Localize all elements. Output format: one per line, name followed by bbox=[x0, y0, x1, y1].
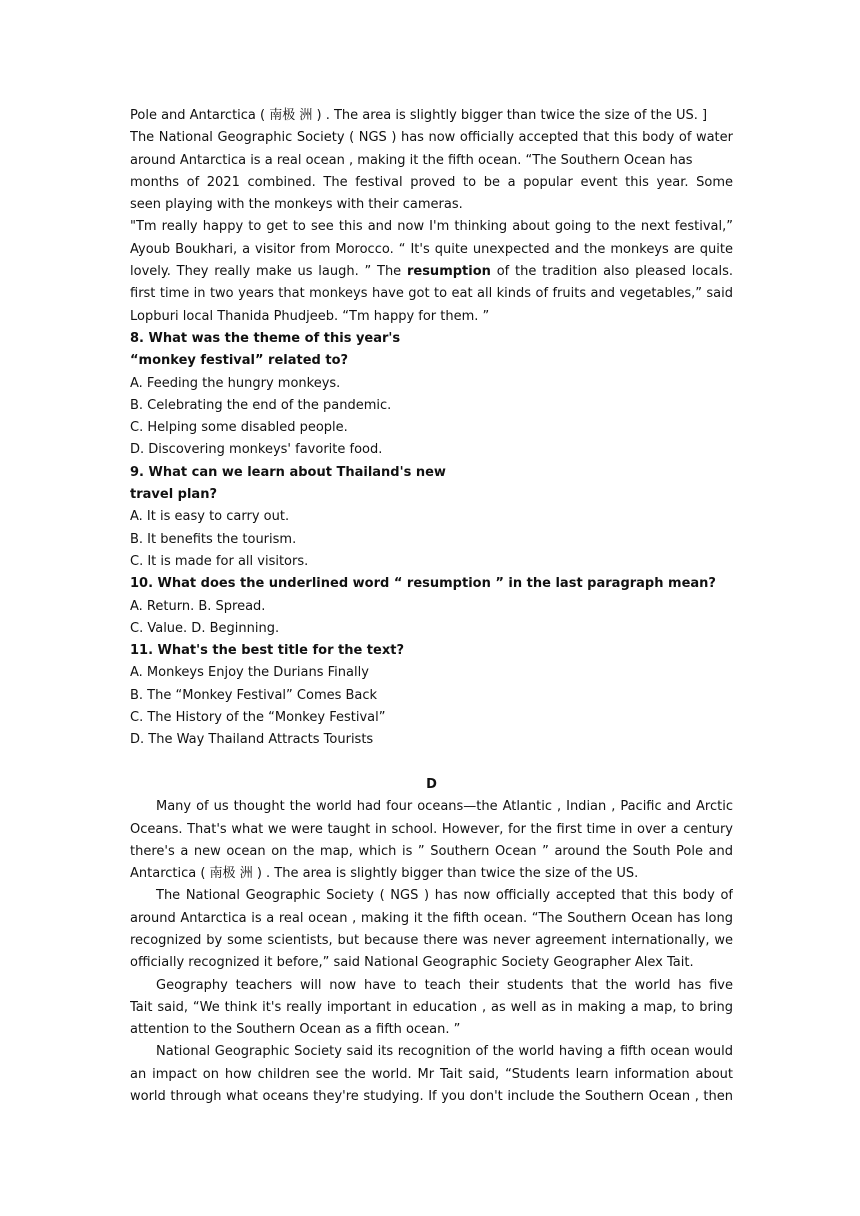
option-d: D. Discovering monkeys' favorite food. bbox=[130, 442, 383, 458]
option-c: C. The History of the “Monkey Festival” bbox=[130, 710, 386, 726]
paragraph-line: there's a new ocean on the map, which is ” Southern Ocean ” around the South Pole and bbox=[130, 843, 733, 859]
options-ab: A. Return. B. Spread. bbox=[130, 598, 266, 614]
paragraph-line: recognized by some scientists, but because there was never agreement internationally, we bbox=[130, 932, 733, 948]
text-line: Lopburi local Thanida Phudjeeb. “Tm happy for them. ” bbox=[130, 308, 490, 324]
paragraph-line: National Geographic Society said its recognition of the world having a fifth ocean would bbox=[156, 1044, 733, 1060]
option-a: A. It is easy to carry out. bbox=[130, 509, 290, 525]
paragraph-line: Antarctica ( 南极 洲 ) . The area is slightly bigger than twice the size of the US. bbox=[130, 866, 639, 882]
question-9: 9. What can we learn about Thailand's new bbox=[130, 464, 446, 480]
paragraph-line: attention to the Southern Ocean as a fifth ocean. ” bbox=[130, 1022, 461, 1038]
paragraph-line: Tait said, “We think it's really important in education , as well as in making a map, to bring bbox=[130, 999, 733, 1015]
text-line: around Antarctica is a real ocean , making it the fifth ocean. “The Southern Ocean has bbox=[130, 152, 693, 168]
bold-word: resumption bbox=[406, 264, 491, 280]
text-line: "Tm really happy to get to see this and now I'm thinking about going to the next festival,” bbox=[130, 219, 733, 235]
text-line: The National Geographic Society ( NGS ) has now officially accepted that this body of water bbox=[130, 130, 733, 146]
text-line: Ayoub Boukhari, a visitor from Morocco. “ It's quite unexpected and the monkeys are quite bbox=[130, 241, 733, 257]
paragraph-line: around Antarctica is a real ocean , making it the fifth ocean. “The Southern Ocean has long bbox=[130, 910, 733, 926]
page-content bbox=[130, 105, 733, 1108]
text-run: lovely. They really make us laugh. ” The bbox=[130, 264, 407, 280]
paragraph-line: Many of us thought the world had four oceans—the Atlantic , Indian , Pacific and Arctic bbox=[156, 799, 733, 815]
options-cd: C. Value. D. Beginning. bbox=[130, 620, 280, 636]
text-run: of the tradition also pleased locals. bbox=[496, 264, 733, 280]
text-line: Pole and Antarctica ( 南极 洲 ) . The area is slightly bigger than twice the size of the US. ] bbox=[130, 108, 708, 123]
section-heading: D bbox=[426, 776, 437, 792]
paragraph-line: an impact on how children see the world. Mr Tait said, “Students learn information about bbox=[130, 1066, 733, 1082]
question-8: 8. What was the theme of this year's bbox=[130, 330, 401, 346]
option-a: A. Feeding the hungry monkeys. bbox=[130, 375, 341, 391]
option-b: B. It benefits the tourism. bbox=[130, 531, 297, 547]
option-a: A. Monkeys Enjoy the Durians Finally bbox=[130, 665, 369, 681]
paragraph-line: world through what oceans they're studying. If you don't include the Southern Ocean , then bbox=[130, 1089, 733, 1105]
text-line: seen playing with the monkeys with their cameras. bbox=[130, 197, 463, 213]
option-c: C. Helping some disabled people. bbox=[130, 420, 348, 436]
question-9-continued: travel plan? bbox=[130, 487, 218, 503]
paragraph-line: The National Geographic Society ( NGS ) has now officially accepted that this body of bbox=[156, 888, 733, 904]
text-line: first time in two years that monkeys have got to eat all kinds of fruits and vegetables,” said bbox=[130, 286, 733, 302]
spacer bbox=[130, 752, 733, 774]
text-line: months of 2021 combined. The festival proved to be a popular event this year. Some bbox=[130, 174, 733, 190]
option-d: D. The Way Thailand Attracts Tourists bbox=[130, 732, 374, 748]
question-11: 11. What's the best title for the text? bbox=[130, 643, 404, 659]
text-line bbox=[130, 261, 733, 283]
option-b: B. The “Monkey Festival” Comes Back bbox=[130, 687, 378, 703]
option-c: C. It is made for all visitors. bbox=[130, 553, 309, 569]
paragraph-line: Oceans. That's what we were taught in school. However, for the first time in over a century bbox=[130, 821, 733, 837]
question-10: 10. What does the underlined word “ resumption ” in the last paragraph mean? bbox=[130, 576, 716, 592]
paragraph-line: officially recognized it before,” said National Geographic Society Geographer Alex Tait. bbox=[130, 955, 694, 971]
option-b: B. Celebrating the end of the pandemic. bbox=[130, 397, 392, 413]
paragraph-line: Geography teachers will now have to teach their students that the world has five bbox=[156, 977, 733, 993]
question-8-continued: “monkey festival” related to? bbox=[130, 353, 349, 369]
